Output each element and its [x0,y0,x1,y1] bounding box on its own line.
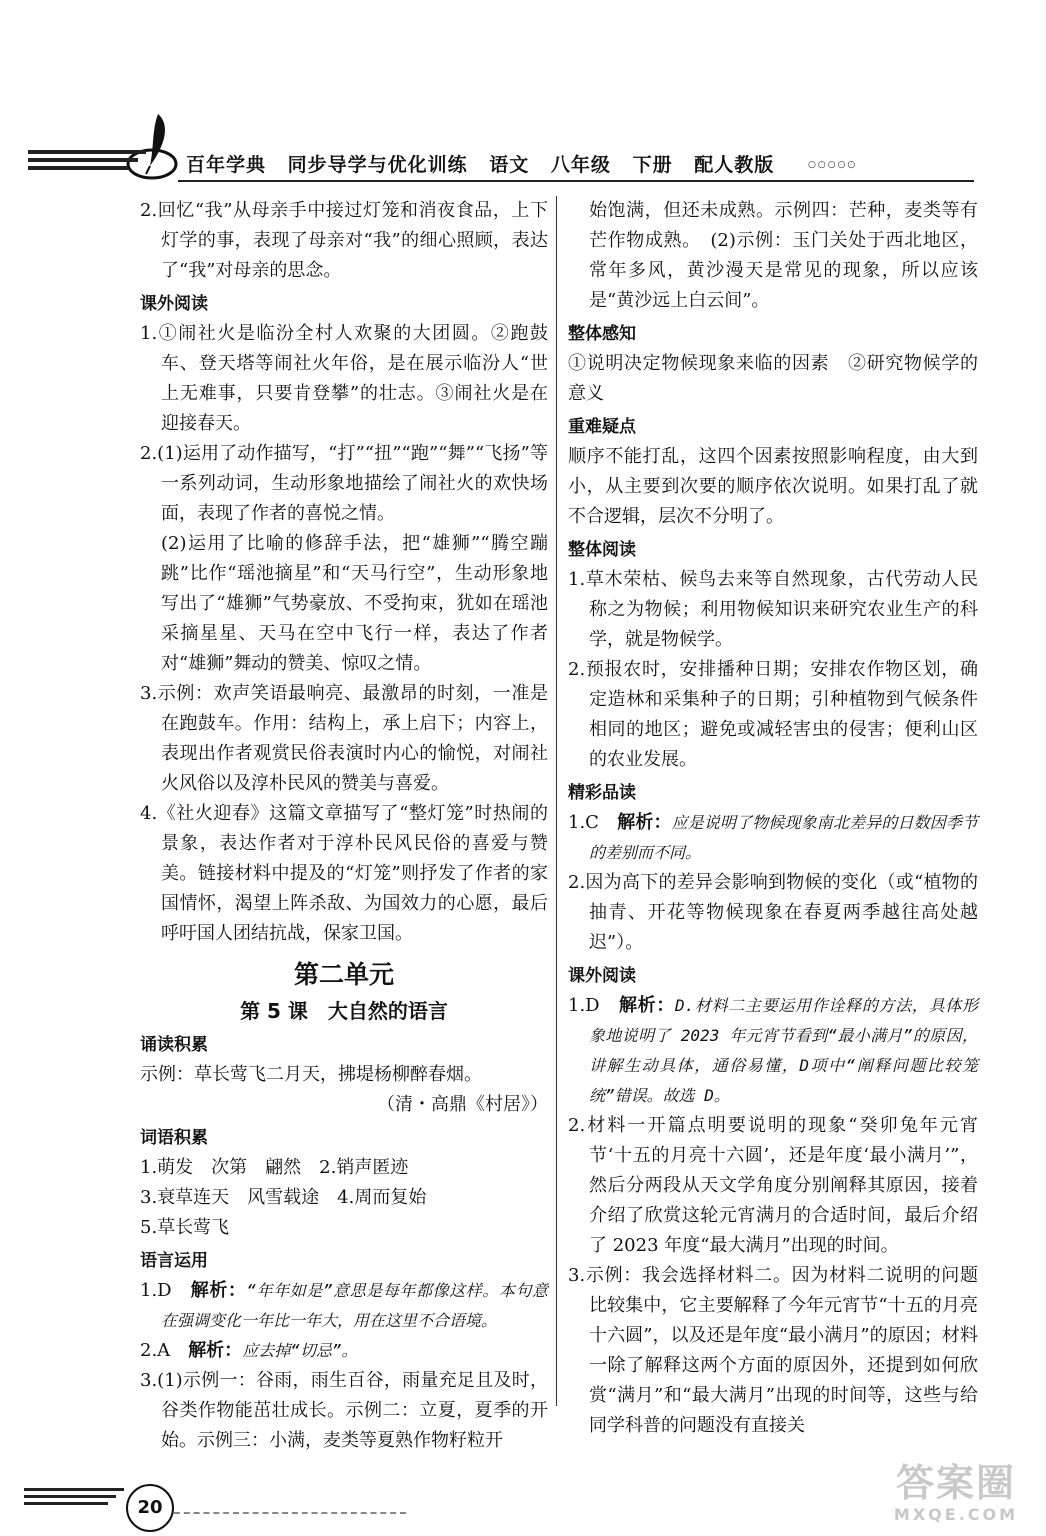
answer-item: 顺序不能打乱，这四个因素按照影响程度，由大到小，从主要到次要的顺序依次说明。如果打乱了就不合逻辑，层次不分明了。 [568,446,978,527]
header-decor-lines [28,150,146,174]
answer-item: 2.因为高下的差异会影响到物候的变化（或“植物的抽青、开花等物候现象在春夏两季越往高处越迟”）。 [568,872,978,953]
answer-choice: 2.A [140,1340,171,1361]
grade: 八年级 [550,154,611,176]
analysis-label: 解析： [188,1340,243,1361]
unit-title: 第二单元 [293,960,394,989]
answer-item: 示例：草长莺飞二月天，拂堤杨柳醉春烟。 [140,1064,482,1085]
analysis-label: 解析： [618,995,676,1016]
footer-dashed-line [174,1512,406,1514]
section-heading: 诵读积累 [140,1035,208,1055]
answer-choice: 1.C [568,812,599,833]
section-heading: 课外阅读 [568,966,636,986]
answer-item: 3.(1)示例一：谷雨，雨生百谷，雨量充足且及时，谷类作物能茁壮成长。示例二：立夏，夏季的开始。示例三：小满，麦类等夏熟作物籽粒开 [140,1370,548,1451]
section-heading: 课外阅读 [140,294,208,314]
edition: 配人教版 [694,154,775,176]
section-heading: 语言运用 [140,1251,208,1271]
answer-item: 2.预报农时，安排播种日期；安排农作物区划，确定造林和采集种子的日期；引种植物到气候条件相同的地区；避免或减轻害虫的侵害；便利山区的农业发展。 [568,659,978,770]
section-heading: 重难疑点 [568,417,636,437]
footer-decor-lines [24,1488,124,1509]
answer-item: 3.示例：我会选择材料二。因为材料二说明的问题比较集中，它主要解释了今年元宵节“十五的月亮十六圆”，以及还是年度“最小满月”的原因；材料一除了解释这两个方面的原因外，还提到如何欣赏“满月”和“最大满月”出现的时间等，这些与给同学科普的问题没有直接关 [568,1265,978,1436]
series-name: 同步导学与优化训练 [287,154,468,176]
lesson-title: 第 5 课 大自然的语言 [240,999,448,1023]
column-divider [556,196,557,1406]
header-dots: ○○○○○ [808,160,858,170]
answer-item: 1.草木荣枯、候鸟去来等自然现象，古代劳动人民称之为物候；利用物候知识来研究农业生产的科学，就是物候学。 [568,569,978,650]
answer-continuation: 始饱满，但还未成熟。示例四：芒种，麦类等有芒作物成熟。 (2)示例：玉门关处于西北地区，常年多风，黄沙漫天是常见的现象，所以应该是“黄沙远上白云间”。 [589,200,978,311]
analysis-text: D.材料二主要运用作诠释的方法，具体形象地说明了 2023 年元宵节看到“最小满月”的原因，讲解生动具体，通俗易懂，D项中“阐释问题比较笼统”错误。故选 D。 [589,996,978,1105]
answer-item [140,1276,548,1336]
answer-item [568,808,978,868]
answer-subitem: (2)运用了比喻的修辞手法，把“雄狮”“腾空蹦跳”比作“瑶池摘星”和“天马行空”，生动形象地写出了“雄狮”气势豪放、不受拘束，犹如在瑶池采摘星星、天马在空中飞行一样，表达了作者对“雄狮”舞动的赞美、惊叹之情。 [161,533,548,674]
answer-item: 4.《社火迎春》这篇文章描写了“整灯笼”时热闹的景象，表达作者对于淳朴民风民俗的喜爱与赞美。链接材料中提及的“灯笼”则抒发了作者的家国情怀，渴望上阵杀敌、为国效力的心愿，最后呼吁国人团结抗战，保家卫国。 [140,803,548,944]
answer-item: 1.①闹社火是临汾全村人欢聚的大团圆。②跑鼓车、登天塔等闹社火年俗，是在展示临汾人“世上无难事，只要肯登攀”的壮志。③闹社火是在迎接春天。 [140,323,548,434]
watermark-domain: MXQE.COM [893,1505,1019,1524]
answer-item [568,991,978,1111]
answer-choice: 1.D [140,1280,172,1301]
volume: 下册 [632,154,673,176]
section-heading: 整体感知 [568,324,636,344]
answer-item: 5.草长莺飞 [140,1217,230,1238]
analysis-text: 应是说明了物候现象南北差异的日数因季节的差别而不同。 [589,813,978,862]
answer-item: 3.示例：欢声笑语最响亮、最激昂的时刻，一准是在跑鼓车。作用：结构上，承上启下；内容上，表现出作者观赏民俗表演时内心的愉悦，对闹社火风俗以及淳朴民风的赞美与喜爱。 [140,683,548,794]
right-column [568,196,978,1441]
analysis-label: 解析： [617,812,672,833]
brand-name: 百年学典 [186,154,267,176]
left-column [140,196,548,1456]
section-heading: 词语积累 [140,1128,208,1148]
answer-item: 2.(1)运用了动作描写，“打”“扭”“跑”“舞”“飞扬”等一系列动词，生动形象地描绘了闹社火的欢快场面，表现了作者的喜悦之情。 [140,443,548,524]
header-title [186,150,788,177]
section-heading: 精彩品读 [568,783,636,803]
section-heading: 整体阅读 [568,540,636,560]
header-rule [178,180,974,182]
answer-item: 2.回忆“我”从母亲手中接过灯笼和消夜食品，上下灯学的事，表现了母亲对“我”的细心照顾，表达了“我”对母亲的思念。 [140,200,548,281]
answer-item: 1.萌发 次第 翩然 2.销声匿迹 [140,1157,409,1178]
analysis-label: 解析： [190,1280,247,1301]
subject: 语文 [489,154,530,176]
answer-item: ①说明决定物候现象来临的因素 ②研究物候学的意义 [568,353,978,404]
answer-item: 3.衰草连天 风雪载途 4.周而复始 [140,1187,427,1208]
answer-item [140,1336,548,1366]
answer-choice: 1.D [568,995,600,1016]
analysis-text: “年年如是”意思是每年都像这样。本句意在强调变化一年比一年大，用在这里不合语境。 [161,1281,548,1330]
answer-item: 2.材料一开篇点明要说明的现象“癸卯兔年元宵节‘十五的月亮十六圆’，还是年度‘最小满月’”，然后分两段从天文学角度分别阐释其原因，接着介绍了欣赏这轮元宵满月的合适时间，最后介绍了 2023 年度“最大满月”出现的时间。 [568,1115,978,1256]
watermark-logo: 答案圈 [895,1461,1016,1505]
analysis-text: 应去掉“切忌”。 [242,1341,358,1360]
page-header [0,0,1046,185]
watermark [876,1462,1036,1526]
page-number: 20 [126,1484,174,1532]
poem-source: （清・高鼎《村居》） [377,1094,548,1115]
